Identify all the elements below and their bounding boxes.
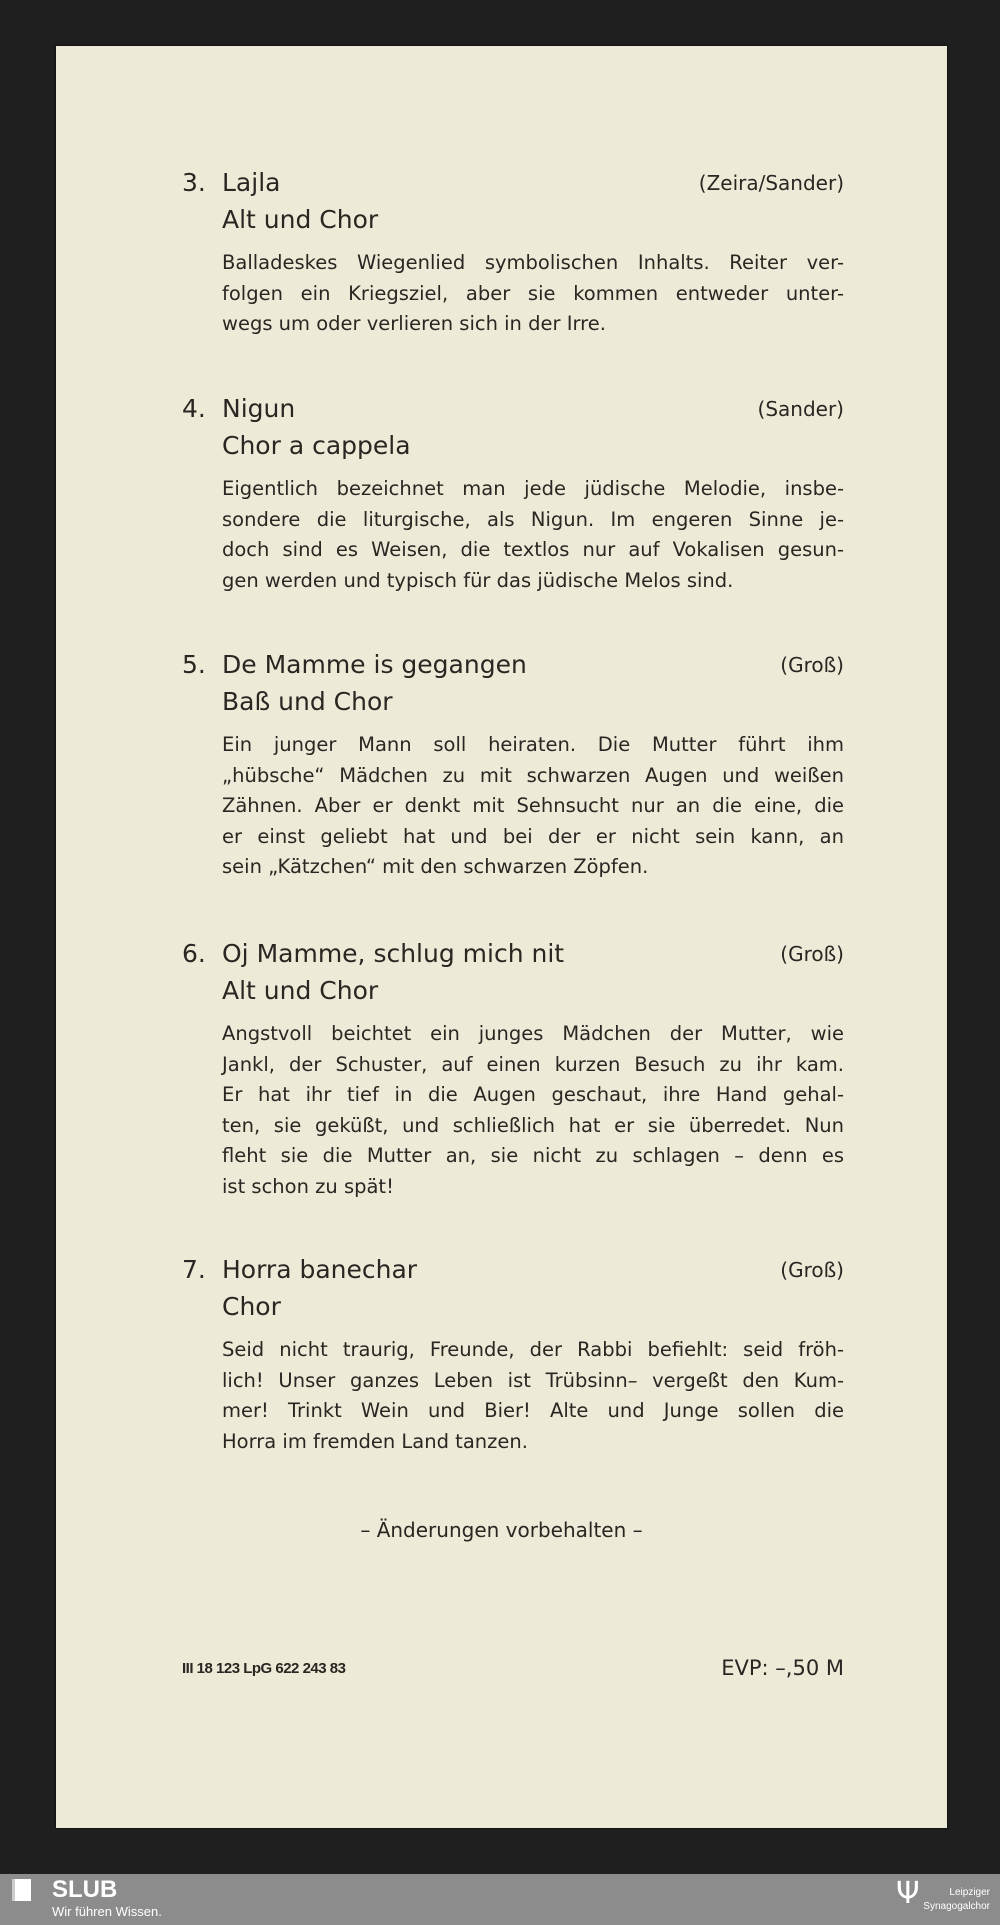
description-line: Jankl, der Schuster, auf einen kurzen Besuch zu ihr kam. — [222, 1052, 844, 1076]
description-line: sondere die liturgische, als Nigun. Im engeren Sinne je- — [222, 507, 844, 531]
item-author: (Sander) — [757, 397, 844, 421]
description-line: mer! Trinkt Wein und Bier! Alte und Junge sollen die — [222, 1399, 844, 1422]
item-title: Nigun — [222, 394, 296, 423]
item-description — [222, 248, 844, 340]
item-subtitle: Chor a cappela — [222, 431, 411, 460]
program-page — [56, 46, 947, 1828]
partner-line1: Leipziger — [949, 1887, 990, 1898]
item-subtitle: Baß und Chor — [222, 687, 393, 716]
slub-logo[interactable]: SLUB — [52, 1876, 118, 1903]
menorah-icon: Ψ — [896, 1876, 920, 1911]
print-code: III 18 123 LpG 622 243 83 — [182, 1660, 346, 1677]
item-subtitle: Chor — [222, 1292, 281, 1321]
description-line: Horra im fremden Land tanzen. — [222, 1429, 528, 1453]
description-line: Angstvoll beichtet ein junges Mädchen der Mutter, wie — [222, 1022, 844, 1045]
item-description — [222, 474, 844, 596]
description-line: gen werden und typisch für das jüdische Melos sind. — [222, 568, 734, 592]
description-line: Eigentlich bezeichnet man jede jüdische Melodie, insbe- — [222, 477, 844, 500]
description-line: wegs um oder verlieren sich in der Irre. — [222, 312, 606, 335]
item-author: (Groß) — [780, 1258, 844, 1282]
item-description — [222, 1335, 844, 1457]
item-number: 7. — [182, 1255, 206, 1284]
item-author: (Zeira/Sander) — [698, 171, 844, 195]
price: EVP: –,50 M — [721, 1656, 844, 1680]
item-description — [222, 1019, 844, 1202]
description-line: Seid nicht traurig, Freunde, der Rabbi befiehlt: seid fröh- — [222, 1338, 844, 1361]
description-line: Balladeskes Wiegenlied symbolischen Inhalts. Reiter ver- — [222, 251, 844, 274]
changes-note: – Änderungen vorbehalten – — [360, 1518, 643, 1542]
partner-line2: Synagogalchor — [923, 1901, 990, 1912]
partner-logo[interactable] — [923, 1886, 990, 1914]
description-line: „hübsche“ Mädchen zu mit schwarzen Augen und weißen — [222, 763, 844, 787]
description-line: Er hat ihr tief in die Augen geschaut, ihre Hand gehal- — [222, 1083, 844, 1106]
item-title: Oj Mamme, schlug mich nit — [222, 939, 565, 968]
description-line: doch sind es Weisen, die textlos nur auf Vokalisen gesun- — [222, 538, 844, 561]
item-author: (Groß) — [780, 653, 844, 677]
description-line: folgen ein Kriegsziel, aber sie kommen entweder unter- — [222, 281, 844, 305]
description-line: ist schon zu spät! — [222, 1174, 394, 1198]
description-line: er einst geliebt hat und bei der er nicht sein kann, an — [222, 824, 844, 848]
item-description — [222, 730, 844, 883]
footer-bar — [0, 1874, 1000, 1925]
item-number: 3. — [182, 168, 206, 197]
item-number: 5. — [182, 650, 206, 679]
description-line: Ein junger Mann soll heiraten. Die Mutter führt ihm — [222, 733, 844, 756]
description-line: ten, sie geküßt, und schließlich hat er sie überredet. Nun — [222, 1113, 844, 1137]
item-title: De Mamme is gegangen — [222, 650, 527, 679]
item-subtitle: Alt und Chor — [222, 976, 379, 1005]
description-line: Zähnen. Aber er denkt mit Sehnsucht nur an die eine, die — [222, 794, 844, 817]
item-subtitle: Alt und Chor — [222, 205, 379, 234]
description-line: fleht sie die Mutter an, sie nicht zu schlagen – denn es — [222, 1144, 844, 1167]
item-number: 6. — [182, 939, 206, 968]
item-title: Lajla — [222, 168, 281, 197]
description-line: lich! Unser ganzes Leben ist Trübsinn– vergeßt den Kum- — [222, 1368, 844, 1392]
item-author: (Groß) — [780, 942, 844, 966]
item-number: 4. — [182, 394, 206, 423]
slub-book-icon — [12, 1879, 31, 1901]
description-line: sein „Kätzchen“ mit den schwarzen Zöpfen. — [222, 855, 649, 878]
item-title: Horra banechar — [222, 1255, 418, 1284]
slub-slogan: Wir führen Wissen. — [52, 1904, 162, 1919]
